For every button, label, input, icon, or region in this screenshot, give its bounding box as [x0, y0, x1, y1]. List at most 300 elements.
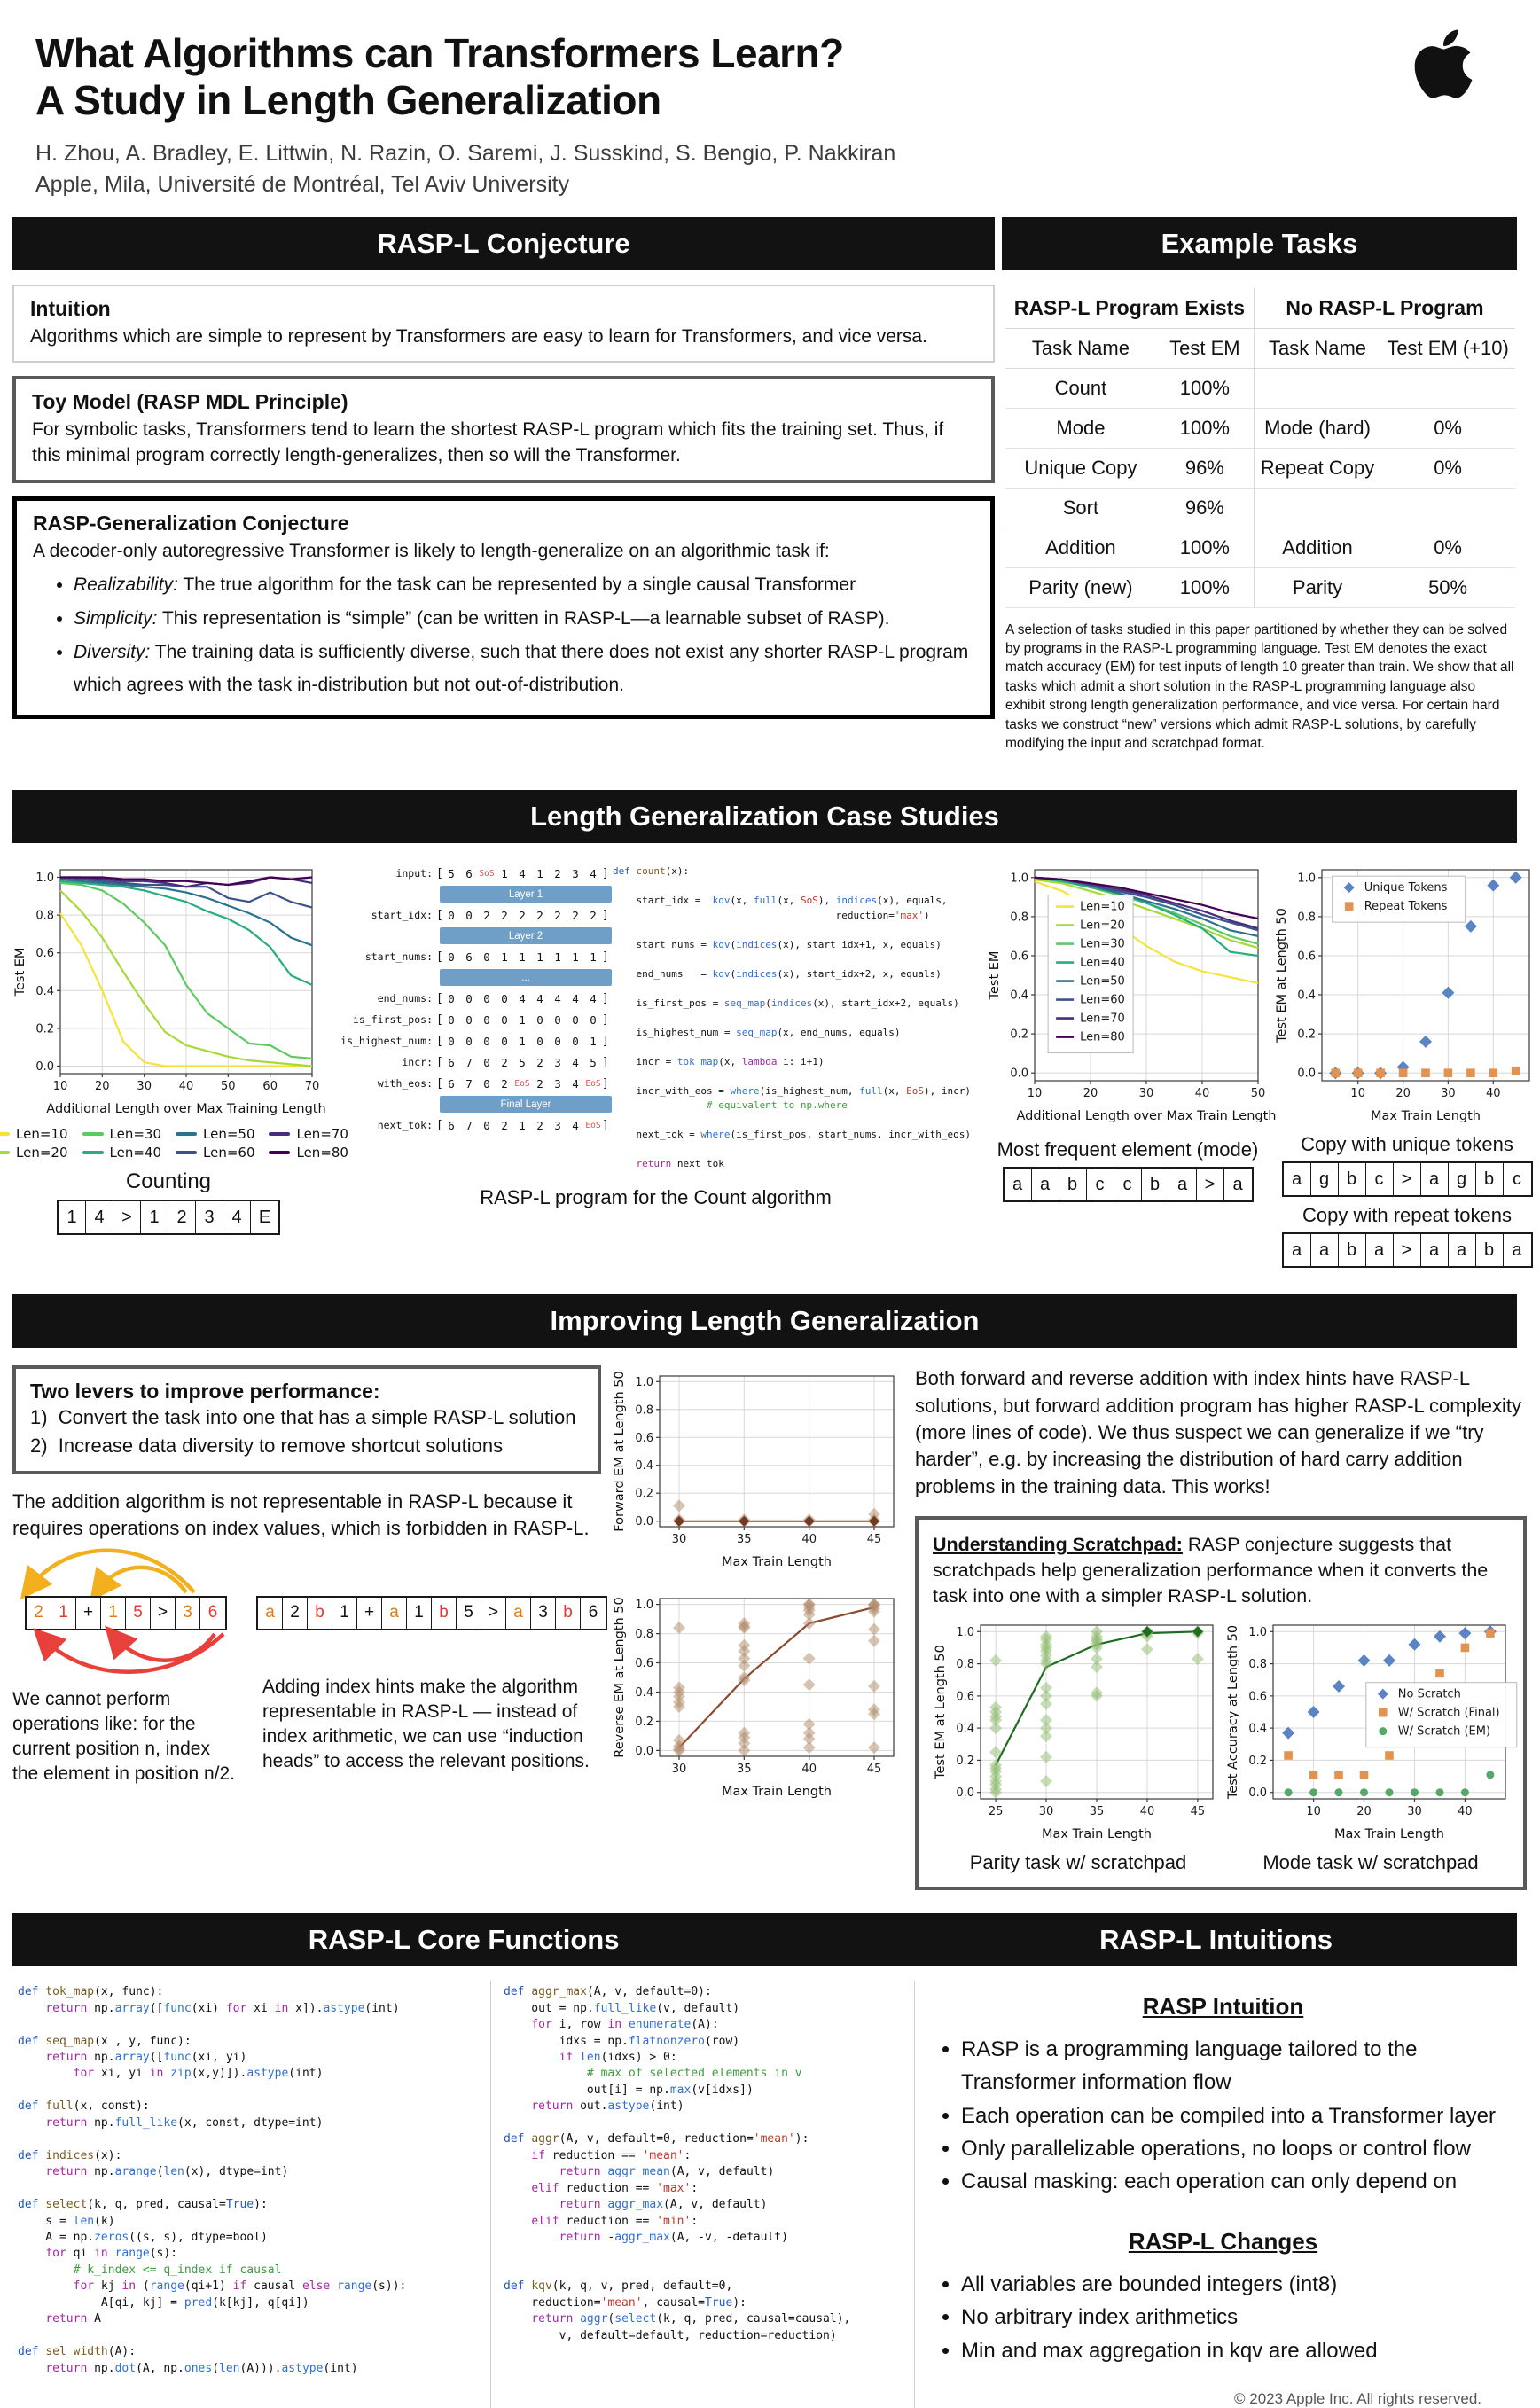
svg-text:0.4: 0.4: [1248, 1722, 1267, 1736]
svg-text:70: 70: [304, 1080, 320, 1094]
token-cell: 1: [101, 1598, 126, 1629]
svg-text:Max Train Length: Max Train Length: [1041, 1827, 1153, 1842]
task-row: Mode 100% Mode (hard) 0%: [1005, 408, 1515, 448]
legend-item: Len=20: [0, 1145, 68, 1161]
intuition-text: Algorithms which are simple to represent by Transformers are easy to learn for Transformers, and vice versa.: [30, 325, 927, 347]
intuition-title: Intuition: [30, 296, 111, 320]
reverse_em-svg: [612, 1588, 904, 1801]
legend-item: Len=30: [82, 1126, 161, 1142]
svg-text:Test EM: Test EM: [988, 950, 1002, 1000]
conjecture-condition: • Simplicity: This representation is “simple” (can be written in RASP-L—a learnable subset of RASP).: [74, 602, 974, 636]
code-line: [504, 2263, 907, 2279]
core-code-column-2: [491, 1981, 915, 2408]
code-line: [18, 2131, 481, 2147]
svg-text:30: 30: [137, 1080, 152, 1094]
mode-strip-label: Most frequent element (mode): [997, 1138, 1259, 1161]
bullet-item: • Causal masking: each operation can only depend on: [961, 2165, 1508, 2198]
count-program-caption: RASP-L program for the Count algorithm: [480, 1185, 832, 1208]
case-studies: [12, 859, 1522, 1268]
svg-text:0.4: 0.4: [35, 985, 54, 999]
svg-text:0.0: 0.0: [635, 1515, 653, 1529]
token-cell: a: [1224, 1169, 1252, 1200]
token-cell: b: [432, 1598, 457, 1629]
legend-item: Len=60: [176, 1145, 254, 1161]
svg-text:40: 40: [1194, 1087, 1210, 1101]
code-line: [613, 1114, 981, 1129]
parity-scratchpad-panel: [933, 1614, 1223, 1874]
count-code: [613, 859, 981, 1172]
example-tasks-column: [1004, 285, 1517, 754]
svg-text:40: 40: [801, 1763, 817, 1777]
svg-text:Len=70: Len=70: [1080, 1012, 1125, 1026]
token-cell: a: [1311, 1234, 1339, 1266]
token-cell: b: [1059, 1169, 1087, 1200]
rasp-intuition-title: RASP Intuition: [1142, 1993, 1304, 2021]
reverse-em-chart: [612, 1588, 904, 1805]
two-levers-list: [30, 1403, 583, 1460]
token-cell: +: [76, 1598, 101, 1629]
svg-text:30: 30: [671, 1533, 687, 1547]
svg-text:0.8: 0.8: [1248, 1658, 1267, 1672]
svg-text:0.0: 0.0: [1010, 1067, 1028, 1082]
svg-text:No Scratch: No Scratch: [1397, 1687, 1461, 1701]
rasp-gen-intro: A decoder-only autoregressive Transformer is likely to length-generalize on an algorithmic task if:: [33, 541, 830, 562]
token-cell: a: [1504, 1234, 1531, 1266]
diagram-row: with_eos: [ 6 7 0 2 EoS 2 3 4 EoS ]: [377, 1076, 609, 1091]
token-cell: a: [1449, 1234, 1476, 1266]
code-line: if reduction == 'mean':: [531, 2148, 692, 2162]
code-line: def full(x, const):: [18, 2099, 150, 2114]
token-cell: 1: [332, 1598, 357, 1629]
svg-text:35: 35: [737, 1763, 752, 1777]
token-cell: a: [1366, 1234, 1394, 1266]
svg-text:0.0: 0.0: [635, 1745, 653, 1759]
code-line: [613, 880, 981, 895]
core-section: [12, 1981, 1517, 2408]
token-cell: a: [1421, 1163, 1449, 1195]
code-line: [18, 2328, 481, 2344]
svg-text:0.2: 0.2: [635, 1488, 653, 1502]
token-cell: 6: [200, 1598, 225, 1629]
token-cell: g: [1449, 1163, 1476, 1195]
svg-text:0.0: 0.0: [1297, 1067, 1316, 1082]
code-line: [613, 952, 981, 967]
lever-item: 2) Increase data diversity to remove shortcut solutions: [30, 1435, 504, 1458]
svg-text:0.6: 0.6: [1010, 950, 1028, 964]
conjecture-column: [12, 285, 995, 754]
code-line: [613, 1069, 981, 1084]
rasp-gen-bullets: [74, 568, 974, 702]
svg-text:0.2: 0.2: [1297, 1028, 1316, 1042]
token-cell: 5: [126, 1598, 151, 1629]
token-cell: b: [1476, 1163, 1504, 1195]
code-line: [504, 2115, 907, 2131]
svg-text:Repeat Tokens: Repeat Tokens: [1364, 900, 1448, 914]
token-cell: c: [1114, 1169, 1142, 1200]
code-line: def aggr_max(A, v, default=0):: [504, 1985, 712, 1999]
token-cell: 1: [407, 1598, 432, 1629]
svg-text:0.4: 0.4: [635, 1686, 653, 1700]
legend-item: Len=10: [0, 1126, 68, 1142]
header: [12, 0, 1517, 203]
diagram-layer-bar: ...: [440, 969, 612, 986]
token-cell: 2: [283, 1598, 308, 1629]
understanding-scratchpad-box: [915, 1516, 1527, 1890]
copy-test-em-chart: [1274, 859, 1540, 1130]
code-line: def select(k, q, pred, causal=True):: [18, 2198, 268, 2212]
mode-scratchpad-chart: [1225, 1614, 1516, 1848]
code-line: [613, 981, 981, 997]
diagram-row: incr: [ 6 7 0 2 5 2 3 4 5 ]: [402, 1055, 609, 1069]
svg-text:30: 30: [1441, 1087, 1456, 1101]
svg-text:Reverse EM at Length 50: Reverse EM at Length 50: [613, 1597, 627, 1759]
scratchpad-lead: Understanding Scratchpad: RASP conjecture suggests that scratchpads help generalization performance when it converts the task into one with a simpler RASP-L solution.: [933, 1534, 1489, 1607]
diagram-row: end_nums: [ 0 0 0 0 4 4 4 4 4 ]: [377, 991, 609, 1005]
svg-text:40: 40: [1139, 1805, 1155, 1819]
svg-text:0.4: 0.4: [1010, 989, 1028, 1003]
improving-right: [915, 1365, 1527, 1890]
banner-example-tasks: Example Tasks: [1002, 217, 1517, 270]
token-cell: b: [556, 1598, 581, 1629]
diagram-row: input: [ 5 6 SoS 1 4 1 2 3 4 ]: [395, 866, 609, 880]
svg-text:1.0: 1.0: [635, 1376, 653, 1390]
code-line: # max of selected elements in v: [586, 2067, 802, 2081]
code-line: return np.arange(len(x), dtype=int): [45, 2165, 289, 2179]
code-line: A = np.zeros((s, s), dtype=bool): [18, 2230, 268, 2244]
forward_em-svg: [612, 1365, 904, 1571]
code-line: def aggr(A, v, default=0, reduction='mean'):: [504, 2132, 809, 2146]
svg-text:1.0: 1.0: [1297, 872, 1316, 886]
bullet-item: • Only parallelizable operations, no loops or control flow: [961, 2132, 1508, 2165]
rasp-l-changes-title: RASP-L Changes: [1128, 2228, 1318, 2256]
svg-text:Unique Tokens: Unique Tokens: [1364, 881, 1448, 895]
example-index-hints: [262, 1548, 601, 1786]
copy-column: [1274, 859, 1540, 1268]
svg-text:0.4: 0.4: [635, 1459, 653, 1474]
svg-text:Len=10: Len=10: [1080, 900, 1125, 914]
code-line: next_tok = where(is_first_pos, start_nums, incr_with_eos): [613, 1129, 971, 1141]
svg-text:Max Train Length: Max Train Length: [1370, 1109, 1481, 1124]
svg-text:45: 45: [1190, 1805, 1206, 1819]
code-line: def kqv(k, q, v, pred, default=0,: [504, 2279, 733, 2294]
intuition-box: [12, 285, 995, 363]
parity-scratchpad-chart: [933, 1614, 1223, 1848]
svg-text:30: 30: [671, 1763, 687, 1777]
token-cell: b: [1476, 1234, 1504, 1266]
svg-text:Len=30: Len=30: [1080, 937, 1125, 951]
mode_scratch-svg: [1225, 1614, 1516, 1843]
code-line: return np.dot(A, np.ones(len(A))).astype(int): [45, 2361, 358, 2375]
task-row: Sort 96%: [1005, 488, 1515, 528]
code-line: def indices(x):: [18, 2148, 122, 2162]
svg-text:W/ Scratch (Final): W/ Scratch (Final): [1397, 1706, 1500, 1720]
counting-column: [12, 859, 348, 1235]
code-line: [18, 2083, 481, 2099]
svg-text:0.2: 0.2: [635, 1716, 653, 1730]
mode-strip: [987, 1167, 1269, 1202]
code-line: reduction='max'): [613, 909, 930, 921]
counting-test-em-chart: [12, 859, 348, 1161]
core-code-1: [18, 1984, 481, 2377]
bullet-item: • RASP is a programming language tailored to the Transformer information flow: [961, 2033, 1508, 2099]
improving-left: [12, 1365, 601, 1890]
svg-text:0.6: 0.6: [956, 1690, 974, 1704]
code-line: out = np.full_like(v, default): [504, 2001, 740, 2015]
mode-test-em-chart: [987, 859, 1277, 1130]
legend-item: Len=40: [82, 1145, 161, 1161]
task-row: Unique Copy 96% Repeat Copy 0%: [1005, 448, 1515, 488]
diagram-row: start_nums: [ 0 6 0 1 1 1 1 1 1 ]: [364, 950, 609, 964]
token-cell: 4: [86, 1201, 113, 1233]
code-line: [613, 1143, 981, 1158]
token-cell: b: [1339, 1234, 1366, 1266]
code-line: def count(x):: [613, 865, 690, 878]
token-cell: 4: [223, 1201, 251, 1233]
code-line: is_first_pos = seq_map(indices(x), start_idx+2, equals): [613, 997, 959, 1009]
svg-text:Len=80: Len=80: [1080, 1030, 1125, 1044]
copy-unique-label: Copy with unique tokens: [1301, 1133, 1513, 1156]
counting_em-svg: [12, 859, 326, 1118]
code-line: [18, 2017, 481, 2033]
index-arrows-bottom-icon: [12, 1630, 234, 1678]
svg-text:0.0: 0.0: [35, 1060, 54, 1075]
diagram-layer-bar: Layer 1: [440, 886, 612, 903]
svg-text:0.8: 0.8: [35, 909, 54, 923]
svg-text:10: 10: [1306, 1805, 1321, 1819]
counting-label: Counting: [125, 1169, 212, 1194]
addition-strip-hints: [262, 1596, 601, 1630]
code-line: reduction='mean', causal=True):: [504, 2295, 747, 2310]
svg-text:Test Accuracy at Length 50: Test Accuracy at Length 50: [1226, 1625, 1240, 1800]
svg-text:10: 10: [1350, 1087, 1365, 1101]
token-cell: c: [1504, 1163, 1531, 1195]
svg-text:Len=50: Len=50: [1080, 974, 1125, 989]
counting-strip: [12, 1200, 324, 1235]
svg-text:Max Train Length: Max Train Length: [1333, 1827, 1445, 1842]
banner-improving: Improving Length Generalization: [12, 1294, 1517, 1348]
forward-reverse-text: Both forward and reverse addition with index hints have RASP-L solutions, but forward addition program has higher RASP-L complexity (more lines of code). We thus suspect we can generalize if we “try harder”, e.g. by increasing the distribution of hard carry addition problems in the training data. This works!: [915, 1367, 1521, 1497]
code-line: [18, 2181, 481, 2197]
bullet-item: • Min and max aggregation in kqv are allowed: [961, 2334, 1508, 2367]
token-cell: E: [251, 1201, 278, 1233]
svg-text:0.0: 0.0: [1248, 1786, 1267, 1801]
code-line: def seq_map(x , y, func):: [18, 2034, 192, 2048]
code-line: for kj in (range(qi+1) if causal else range(s)):: [73, 2279, 407, 2294]
diagram-layer-bar: Final Layer: [440, 1096, 612, 1113]
code-line: return next_tok: [636, 1158, 724, 1170]
example2-caption: Adding index hints make the algorithm representable in RASP-L — instead of index arithmetic, we can use “induction heads” to access the relevant positions.: [262, 1676, 590, 1771]
banner-case-studies: Length Generalization Case Studies: [12, 790, 1517, 843]
code-line: idxs = np.flatnonzero(row): [504, 2034, 740, 2048]
svg-text:40: 40: [801, 1533, 817, 1547]
token-cell: b: [1339, 1163, 1366, 1195]
code-line: incr_with_eos = where(is_highest_num, full(x, EoS), incr): [613, 1084, 972, 1097]
svg-text:1.0: 1.0: [635, 1599, 653, 1613]
index-examples: [12, 1548, 601, 1786]
svg-text:35: 35: [1089, 1805, 1105, 1819]
token-cell: 1: [59, 1201, 86, 1233]
svg-text:Len=40: Len=40: [1080, 956, 1125, 970]
token-cell: +: [357, 1598, 382, 1629]
token-cell: >: [151, 1598, 176, 1629]
affiliation: Apple, Mila, Université de Montréal, Tel Aviv University: [35, 171, 570, 197]
token-cell: c: [1366, 1163, 1394, 1195]
section1-banners: [12, 217, 1517, 270]
banner-core-functions: RASP-L Core Functions: [12, 1913, 915, 1966]
svg-text:10: 10: [52, 1080, 68, 1094]
token-cell: 2: [168, 1201, 196, 1233]
parity-caption: Parity task w/ scratchpad: [969, 1851, 1187, 1874]
intuitions-column: [915, 1981, 1517, 2408]
code-line: if len(idxs) > 0:: [559, 2051, 677, 2064]
banner-intuitions: RASP-L Intuitions: [915, 1913, 1517, 1966]
svg-text:0.4: 0.4: [956, 1722, 974, 1736]
token-cell: c: [1087, 1169, 1114, 1200]
token-cell: a: [382, 1598, 407, 1629]
code-line: is_highest_num = seq_map(x, end_nums, equals): [613, 1026, 901, 1038]
token-cell: a: [258, 1598, 283, 1629]
example-tasks-table: RASP-L Program Exists No RASP-L Program Task Name Test EM Task Name Test EM (+10) Count 100% Mode 100% Mode (hard) 0% Unique Copy 96% Repeat Copy 0% Sort 96% Addition 100% Addition 0% Parity (new) 100% Parity 50%: [1005, 288, 1515, 608]
parity_scratch-svg: [933, 1614, 1223, 1843]
token-cell: 5: [457, 1598, 481, 1629]
svg-text:Len=60: Len=60: [1080, 993, 1125, 1007]
token-cell: a: [1169, 1169, 1197, 1200]
banner-rasp-l-conjecture: RASP-L Conjecture: [12, 217, 995, 270]
svg-text:20: 20: [1356, 1805, 1372, 1819]
token-cell: >: [113, 1201, 141, 1233]
legend-item: Len=70: [269, 1126, 348, 1142]
svg-text:W/ Scratch (EM): W/ Scratch (EM): [1397, 1724, 1491, 1739]
poster-title: What Algorithms can Transformers Learn? A Study in Length Generalization: [35, 30, 844, 124]
count-layer-diagram: [330, 859, 609, 1172]
legend-item: Len=80: [269, 1145, 348, 1161]
code-line: for qi in range(s):: [45, 2247, 178, 2261]
conjecture-condition: • Diversity: The training data is sufficiently diverse, such that there does not exist any shorter RASP-L program which agrees with the task in-distribution but not out-of-distribution.: [74, 636, 974, 703]
svg-text:Test EM at Length 50: Test EM at Length 50: [934, 1645, 948, 1780]
core-code-column-1: [12, 1981, 491, 2408]
svg-text:0.6: 0.6: [1297, 950, 1316, 964]
svg-text:Max Train Length: Max Train Length: [721, 1785, 833, 1800]
code-line: return A: [45, 2312, 101, 2326]
token-cell: a: [1284, 1163, 1311, 1195]
count-program-panel: [330, 859, 981, 1209]
code-line: out[i] = np.max(v[idxs]): [504, 2083, 754, 2097]
diagram-row: is_highest_num: [ 0 0 0 0 1 0 0 0 1 ]: [340, 1034, 609, 1048]
code-line: [613, 1011, 981, 1026]
code-line: [613, 1040, 981, 1055]
legend-item: Len=50: [176, 1126, 254, 1142]
code-line: return aggr(select(k, q, pred, causal=causal),: [531, 2312, 851, 2326]
svg-text:1.0: 1.0: [956, 1625, 974, 1639]
svg-text:0.2: 0.2: [956, 1755, 974, 1769]
token-cell: 1: [51, 1598, 76, 1629]
code-line: for i, row in enumerate(A):: [531, 2018, 719, 2032]
svg-text:1.0: 1.0: [1248, 1625, 1267, 1639]
token-cell: a: [1421, 1234, 1449, 1266]
svg-text:0.6: 0.6: [635, 1432, 653, 1446]
code-line: return np.array([func(xi, yi): [45, 2051, 247, 2064]
token-cell: >: [1394, 1234, 1421, 1266]
code-line: start_nums = kqv(indices(x), start_idx+1, x, equals): [613, 938, 942, 950]
token-cell: 3: [196, 1201, 223, 1233]
forward-em-chart: [612, 1365, 904, 1575]
mode-column: [987, 859, 1277, 1202]
svg-text:30: 30: [1038, 1805, 1054, 1819]
token-cell: >: [1197, 1169, 1224, 1200]
svg-text:0.4: 0.4: [1297, 989, 1316, 1003]
code-line: s = len(k): [18, 2214, 115, 2228]
scratchpad-charts: [933, 1614, 1509, 1874]
token-cell: a: [1284, 1234, 1311, 1266]
rasp-l-changes-bullets: [961, 2268, 1508, 2367]
toy-model-box: [12, 376, 995, 484]
example1-caption: We cannot perform operations like: for the current position n, index the element in position n/2.: [12, 1688, 235, 1784]
code-line: # equivalent to np.where: [706, 1099, 848, 1112]
copy-unique-strip: [1274, 1161, 1540, 1197]
token-cell: >: [481, 1598, 506, 1629]
two-levers-box: [12, 1365, 601, 1474]
svg-text:45: 45: [866, 1533, 882, 1547]
code-line: [613, 923, 981, 938]
core-code-2: [504, 1984, 907, 2344]
code-line: elif reduction == 'min':: [531, 2214, 699, 2228]
code-line: return aggr_max(A, v, default): [559, 2198, 768, 2212]
svg-text:10: 10: [1027, 1087, 1043, 1101]
mode-scratch-caption: Mode task w/ scratchpad: [1262, 1851, 1479, 1874]
diagram-row: start_idx: [ 0 0 2 2 2 2 2 2 2 ]: [371, 908, 609, 922]
token-cell: 3: [176, 1598, 200, 1629]
authors: H. Zhou, A. Bradley, E. Littwin, N. Razin, O. Saremi, J. Susskind, S. Bengio, P. Nakkiran: [35, 140, 896, 166]
mode_em-svg: [987, 859, 1277, 1125]
mode-scratchpad-panel: [1225, 1614, 1516, 1874]
code-line: def tok_map(x, func):: [18, 1985, 164, 1999]
svg-text:Test EM: Test EM: [13, 947, 27, 997]
task-row: Count 100%: [1005, 368, 1515, 408]
svg-text:Additional Length over Max Tra: Additional Length over Max Training Length: [46, 1102, 326, 1117]
token-cell: b: [308, 1598, 332, 1629]
svg-text:0.2: 0.2: [35, 1022, 54, 1036]
code-line: start_idx = kqv(x, full(x, SoS), indices(x), equals,: [613, 895, 948, 907]
code-line: for xi, yi in zip(x,y)]).astype(int): [73, 2067, 324, 2081]
copy_scatter-svg: [1274, 859, 1540, 1125]
svg-text:50: 50: [221, 1080, 236, 1094]
svg-text:20: 20: [1083, 1087, 1098, 1101]
token-cell: 2: [27, 1598, 51, 1629]
svg-text:Test EM at Length 50: Test EM at Length 50: [1275, 908, 1289, 1044]
section4-banner: [12, 1913, 1517, 1966]
code-line: [504, 2246, 907, 2262]
svg-text:60: 60: [262, 1080, 278, 1094]
example-tasks-caption: A selection of tasks studied in this paper partitioned by whether they can be solved by programs in the RASP-L programming language. Test EM denotes the exact match accuracy (EM) for test inputs of length 10 greater than train. We show that all tasks which admit a short solution in the RASP-L programming language also exhibit strong length generalization performance, and vice versa. For certain hard tasks we construct “new” versions which admit RASP-L solutions, by carefully modifying the input and scratchpad format.: [1005, 622, 1514, 751]
diagram-layer-bar: Layer 2: [440, 927, 612, 944]
svg-text:1.0: 1.0: [35, 872, 54, 886]
svg-text:0.8: 0.8: [635, 1403, 653, 1418]
svg-text:0.6: 0.6: [35, 947, 54, 961]
svg-text:Max Train Length: Max Train Length: [721, 1555, 833, 1570]
bullet-item: • Each operation can be compiled into a Transformer layer: [961, 2099, 1508, 2132]
improving-middle: [612, 1365, 904, 1890]
token-cell: 6: [581, 1598, 606, 1629]
apple-logo-icon: [1411, 25, 1476, 103]
addition-not-representable-text: The addition algorithm is not representable in RASP-L because it requires operations on index values, which is forbidden in RASP-L.: [12, 1490, 590, 1540]
svg-text:Forward EM at Length 50: Forward EM at Length 50: [613, 1371, 627, 1533]
code-line: end_nums = kqv(indices(x), start_idx+2, x, equals): [613, 967, 942, 980]
code-line: return -aggr_max(A, -v, -default): [559, 2230, 788, 2244]
svg-text:50: 50: [1250, 1087, 1266, 1101]
rasp-gen-title: RASP-Generalization Conjecture: [33, 512, 349, 536]
svg-text:0.2: 0.2: [1010, 1028, 1028, 1042]
svg-text:0.6: 0.6: [635, 1657, 653, 1671]
